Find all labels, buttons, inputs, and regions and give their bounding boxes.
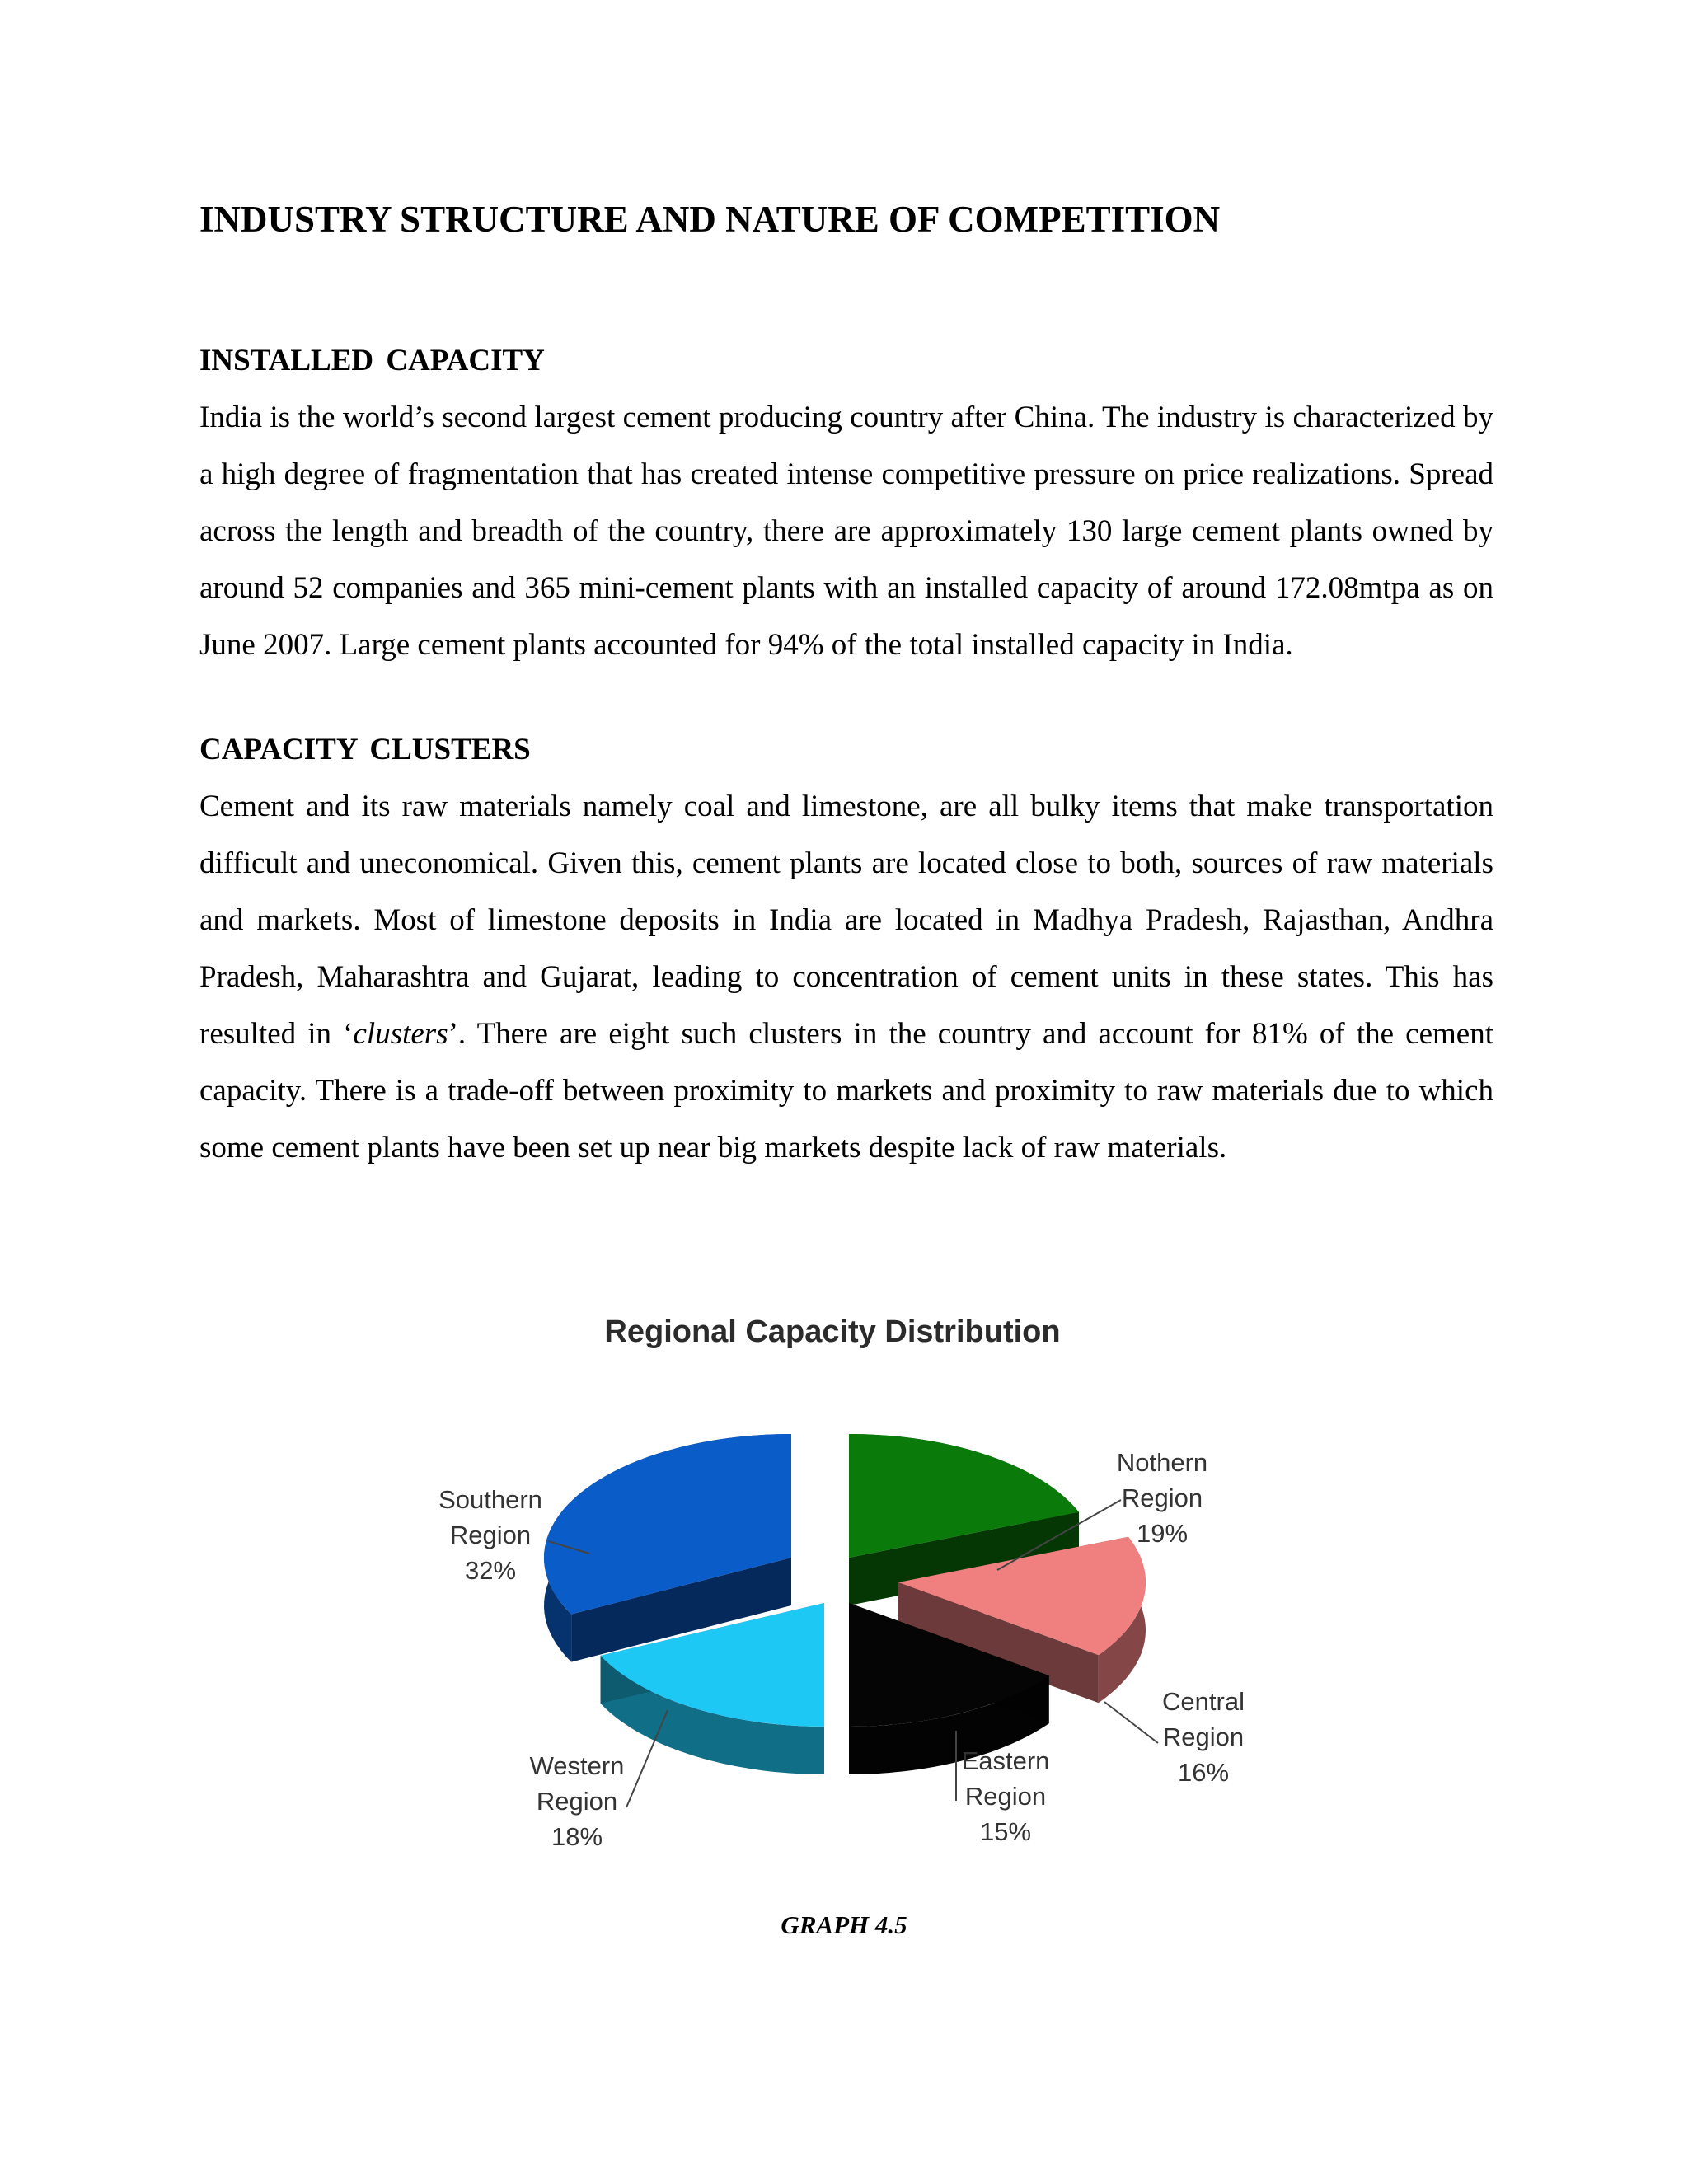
paragraph-installed-capacity: India is the world’s second largest cement producing country after China. The industry is characterized by a high degree of fragmentation that has created intense competitive pressure on price realizations. Spread across the length and breadth of the country, there are approximately 130 large cement plants owned by around 52 companies and 365 mini-cement plants with an installed capacity of around 172.08mtpa as on June 2007. Large cement plants accounted for 94% of the total installed capacity in India. bbox=[199, 401, 1493, 662]
pie-label-eastern-region-percent: 15% bbox=[979, 1817, 1032, 1846]
pie-label-southern-region-line1: Southern bbox=[438, 1485, 542, 1514]
paragraph-emphasis-clusters: clusters bbox=[353, 1017, 448, 1051]
pie-leader-line-central-region bbox=[1104, 1702, 1158, 1743]
page-title: INDUSTRY STRUCTURE AND NATURE OF COMPETITION bbox=[199, 199, 1221, 240]
pie-label-central-region-line1: Central bbox=[1162, 1687, 1245, 1716]
pie-label-western-region-line2: Region bbox=[536, 1787, 618, 1816]
document-body bbox=[199, 194, 1493, 1176]
pie-label-western-region-line1: Western bbox=[529, 1751, 625, 1780]
pie-label-southern-region-line2: Region bbox=[449, 1521, 532, 1549]
pie-label-nothern-region-percent: 19% bbox=[1136, 1519, 1189, 1548]
pie-label-nothern-region-line1: Nothern bbox=[1116, 1448, 1208, 1477]
pie-right-group bbox=[849, 1434, 1146, 1774]
pie-chart-svg bbox=[429, 1298, 1286, 1908]
section-heading-capacity-clusters: CAPACITY CLUSTERS bbox=[199, 733, 531, 766]
pie-label-central-region-line2: Region bbox=[1162, 1722, 1245, 1751]
paragraph-text-part-1: Cement and its raw materials namely coal and limestone, are all bulky items that make transportation difficult and uneconomical. Given this, cement plants are located close to both, sources of raw materials and markets. Most of limestone deposits in India are located in Madhya Pradesh, Rajasthan, Andhra Pradesh, Maharashtra and Gujarat, leading to concentration of cement units in these states. This has resulted in ‘ bbox=[199, 790, 1493, 1051]
pie-label-nothern-region-line2: Region bbox=[1121, 1483, 1203, 1512]
paragraph-text-part-2: ’. There are eight such clusters in the country and account for 81% of the cement capacity. There is a trade-off between proximity to markets and proximity to raw materials due to which some cement plants have been set up near big markets despite lack of raw materials. bbox=[199, 1017, 1494, 1165]
paragraph-capacity-clusters bbox=[199, 778, 1493, 1176]
regional-capacity-chart bbox=[429, 1298, 1286, 1908]
chart-title: Regional Capacity Distribution bbox=[604, 1315, 1061, 1349]
pie-label-western-region-percent: 18% bbox=[551, 1822, 603, 1851]
pie-label-eastern-region-line1: Eastern bbox=[961, 1746, 1050, 1775]
pie-label-central-region-percent: 16% bbox=[1177, 1758, 1230, 1787]
graph-caption: GRAPH 4.5 bbox=[781, 1910, 907, 1939]
pie-label-eastern-region-line2: Region bbox=[964, 1782, 1047, 1811]
pie-left-group bbox=[544, 1434, 824, 1774]
pie-label-southern-region-percent: 32% bbox=[464, 1556, 517, 1585]
section-heading-installed-capacity: INSTALLED CAPACITY bbox=[199, 344, 545, 377]
